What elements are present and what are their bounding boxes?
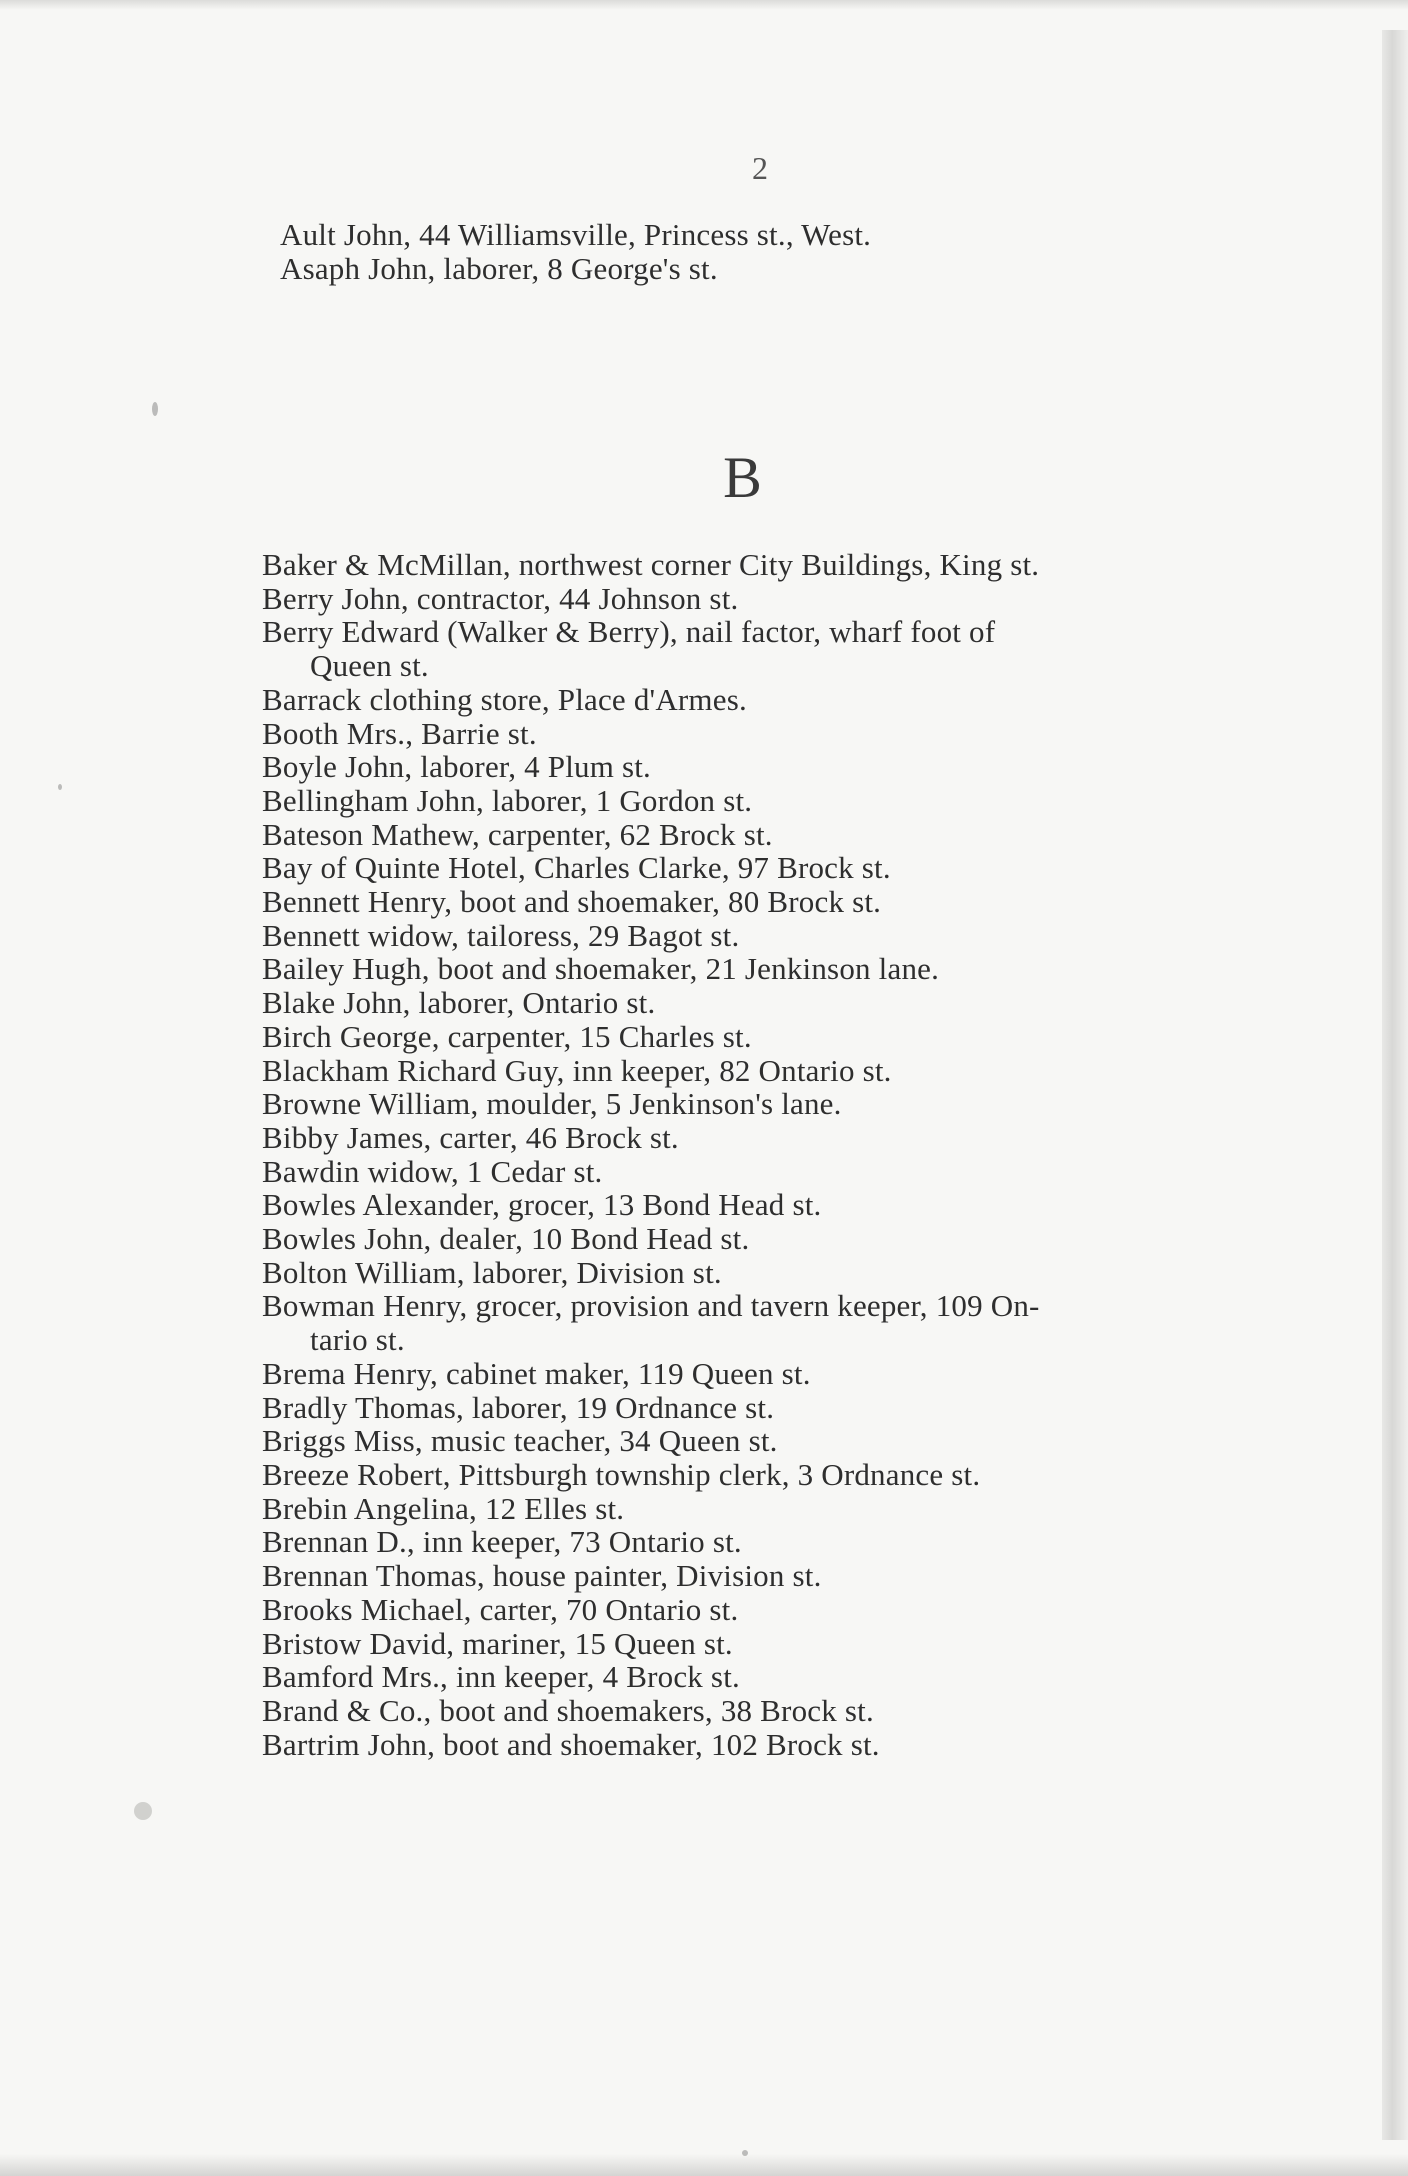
- section-heading-b: B: [723, 445, 762, 510]
- directory-entry: Berry John, contractor, 44 Johnson st.: [262, 580, 739, 616]
- directory-entry: Bellingham John, laborer, 1 Gordon st.: [262, 782, 753, 818]
- section-b-entries: [262, 548, 1262, 1761]
- ink-speck: [152, 402, 158, 416]
- directory-entry: Brennan D., inn keeper, 73 Ontario st.: [262, 1524, 742, 1560]
- directory-entry: Bay of Quinte Hotel, Charles Clarke, 97 Brock st.: [262, 850, 891, 886]
- section-a-entries: [280, 218, 1260, 286]
- directory-entry: Bristow David, mariner, 15 Queen st.: [262, 1625, 733, 1661]
- directory-entry: Bowles Alexander, grocer, 13 Bond Head st.: [262, 1187, 822, 1223]
- directory-entry: Baker & McMillan, northwest corner City Buildings, King st.: [262, 547, 1040, 582]
- directory-entry: Birch George, carpenter, 15 Charles st.: [262, 1018, 752, 1054]
- directory-entry: Boyle John, laborer, 4 Plum st.: [262, 749, 651, 785]
- directory-entry-continuation: tario st.: [310, 1322, 405, 1358]
- ink-speck: [134, 1802, 152, 1820]
- directory-entry: Brennan Thomas, house painter, Division st.: [262, 1558, 822, 1594]
- directory-entry: Berry Edward (Walker & Berry), nail factor, wharf foot of: [262, 614, 996, 650]
- directory-entry: Bowman Henry, grocer, provision and tavern keeper, 109 On-: [262, 1288, 1040, 1324]
- directory-entry: Blake John, laborer, Ontario st.: [262, 985, 656, 1021]
- directory-entry: Bibby James, carter, 46 Brock st.: [262, 1119, 679, 1155]
- directory-entry: Barrack clothing store, Place d'Armes.: [262, 681, 747, 717]
- directory-entry: Brand & Co., boot and shoemakers, 38 Brock st.: [262, 1692, 874, 1728]
- page-number: 2: [752, 150, 768, 186]
- directory-entry: Bennett Henry, boot and shoemaker, 80 Brock st.: [262, 884, 882, 920]
- directory-entry: Asaph John, laborer, 8 George's st.: [280, 251, 718, 286]
- directory-entry-continuation: Queen st.: [310, 648, 429, 684]
- directory-entry: Ault John, 44 Williamsville, Princess st., West.: [280, 217, 872, 252]
- directory-entry: Browne William, moulder, 5 Jenkinson's lane.: [262, 1086, 842, 1122]
- directory-entry: Bailey Hugh, boot and shoemaker, 21 Jenkinson lane.: [262, 951, 940, 987]
- ink-speck: [58, 784, 62, 790]
- directory-entry: Brooks Michael, carter, 70 Ontario st.: [262, 1591, 739, 1627]
- directory-entry: Blackham Richard Guy, inn keeper, 82 Ontario st.: [262, 1052, 892, 1088]
- directory-entry: Bennett widow, tailoress, 29 Bagot st.: [262, 917, 740, 953]
- directory-entry: Bolton William, laborer, Division st.: [262, 1254, 722, 1290]
- directory-entry: Booth Mrs., Barrie st.: [262, 715, 537, 751]
- directory-entry: Briggs Miss, music teacher, 34 Queen st.: [262, 1423, 778, 1459]
- directory-entry: Bawdin widow, 1 Cedar st.: [262, 1153, 603, 1189]
- directory-entry: Bradly Thomas, laborer, 19 Ordnance st.: [262, 1389, 775, 1425]
- ink-speck: [742, 2150, 748, 2156]
- directory-entry: Brema Henry, cabinet maker, 119 Queen st.: [262, 1355, 811, 1391]
- paper-top-edge: [0, 0, 1408, 10]
- directory-entry: Bowles John, dealer, 10 Bond Head st.: [262, 1221, 750, 1257]
- paper-bottom-edge: [0, 2154, 1408, 2176]
- directory-entry: Bamford Mrs., inn keeper, 4 Brock st.: [262, 1659, 740, 1695]
- directory-entry: Bateson Mathew, carpenter, 62 Brock st.: [262, 816, 773, 852]
- paper-right-edge: [1382, 30, 1408, 2140]
- directory-entry: Brebin Angelina, 12 Elles st.: [262, 1490, 625, 1526]
- directory-entry: Bartrim John, boot and shoemaker, 102 Brock st.: [262, 1726, 880, 1762]
- directory-entry: Breeze Robert, Pittsburgh township clerk, 3 Ordnance st.: [262, 1456, 981, 1492]
